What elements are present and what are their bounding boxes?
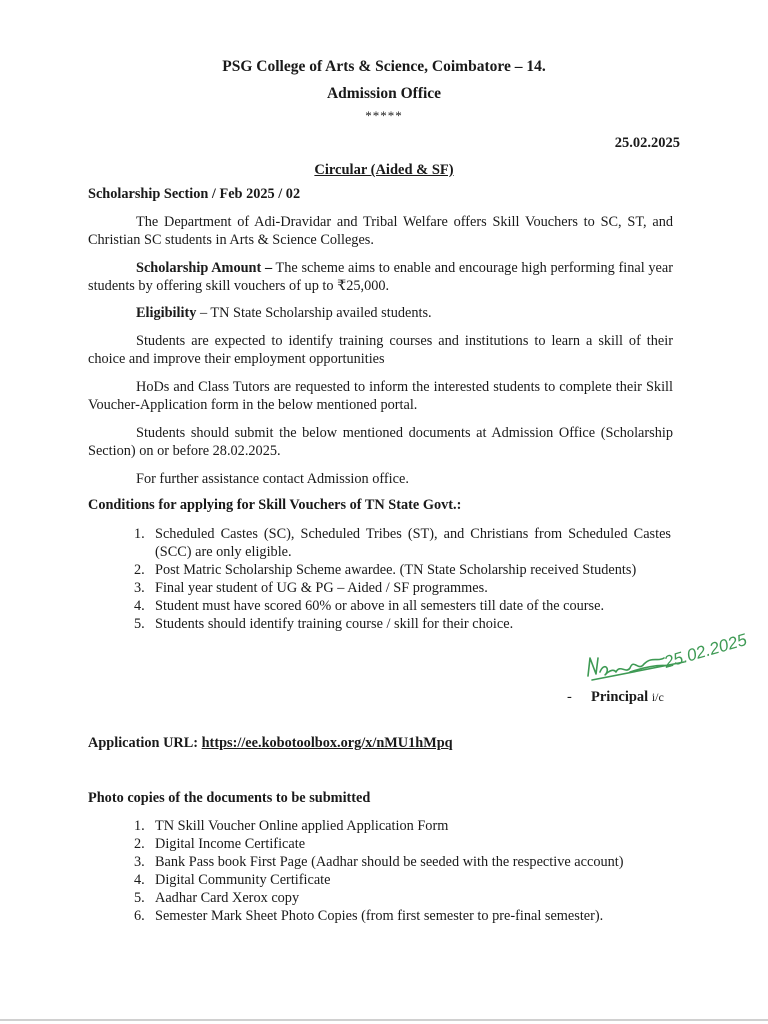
list-item: 4. Student must have scored 60% or above in all semesters till date of the course. (134, 598, 605, 614)
list-item: 4. Digital Community Certificate (134, 872, 331, 888)
circular-date: 25.02.2025 (614, 135, 680, 151)
list-item: 5. Aadhar Card Xerox copy (134, 890, 300, 906)
documents-list (134, 817, 679, 925)
submit-paragraph: Students should submit the below mentioned documents at Admission Office (Scholarship Section) on or before 28.02.2025. (88, 425, 673, 459)
college-name: PSG College of Arts & Science, Coimbatore – 14. (222, 58, 546, 75)
eligibility-paragraph (88, 304, 673, 322)
identify-paragraph: Students are expected to identify training courses and institutions to learn a skill of their choice and improve their employment opportunities (88, 333, 673, 367)
conditions-list (134, 525, 671, 633)
list-item: 1. TN Skill Voucher Online applied Application Form (134, 818, 449, 834)
signature-dash: - (567, 689, 572, 705)
list-item: 5. Students should identify training course / skill for their choice. (134, 616, 514, 632)
signature-block (591, 689, 664, 706)
circular-title: Circular (Aided & SF) (314, 162, 454, 178)
assistance-paragraph: For further assistance contact Admission office. (136, 471, 409, 487)
amount-label: Scholarship Amount – (136, 260, 273, 276)
amount-text: The scheme aims to enable and encourage high performing final year students by offering skill vouchers of up to ₹25,000. (88, 260, 673, 294)
application-url-label: Application URL: (88, 735, 199, 751)
intro-paragraph: The Department of Adi-Dravidar and Tribal Welfare offers Skill Vouchers to SC, ST, and Christian SC students in Arts & Science Colleges. (88, 214, 673, 248)
eligibility-text: – TN State Scholarship availed students. (196, 305, 432, 321)
signature-date: 25.02.2025 (661, 630, 749, 672)
documents-heading: Photo copies of the documents to be submitted (88, 790, 371, 806)
hods-paragraph: HoDs and Class Tutors are requested to inform the interested students to complete their Skill Voucher-Application form in the below mentioned portal. (88, 379, 673, 413)
list-item: 2. Post Matric Scholarship Scheme awardee. (TN State Scholarship received Students) (134, 562, 637, 578)
admission-office: Admission Office (326, 85, 442, 102)
principal-signature (582, 628, 749, 696)
page-bottom-edge (0, 1019, 768, 1021)
list-item: 3. Final year student of UG & PG – Aided / SF programmes. (134, 580, 488, 596)
eligibility-label: Eligibility (136, 305, 197, 321)
principal-title: Principal (591, 689, 649, 705)
list-item: 2. Digital Income Certificate (134, 836, 306, 852)
reference-number: Scholarship Section / Feb 2025 / 02 (88, 186, 301, 202)
application-url-row (88, 735, 453, 752)
list-item: 6. Semester Mark Sheet Photo Copies (from first semester to pre-final semester). (134, 908, 604, 924)
application-url-link[interactable]: https://ee.kobotoolbox.org/x/nMU1hMpq (201, 735, 453, 751)
header-stars: ***** (365, 108, 403, 123)
principal-suffix: i/c (651, 690, 664, 704)
amount-paragraph (88, 259, 673, 295)
list-item: 1. Scheduled Castes (SC), Scheduled Tribes (ST), and Christians from Scheduled Castes (SCC) are only eligible. (134, 526, 671, 560)
conditions-heading: Conditions for applying for Skill Vouchers of TN State Govt.: (88, 497, 462, 513)
list-item: 3. Bank Pass book First Page (Aadhar should be seeded with the respective account) (134, 854, 624, 870)
